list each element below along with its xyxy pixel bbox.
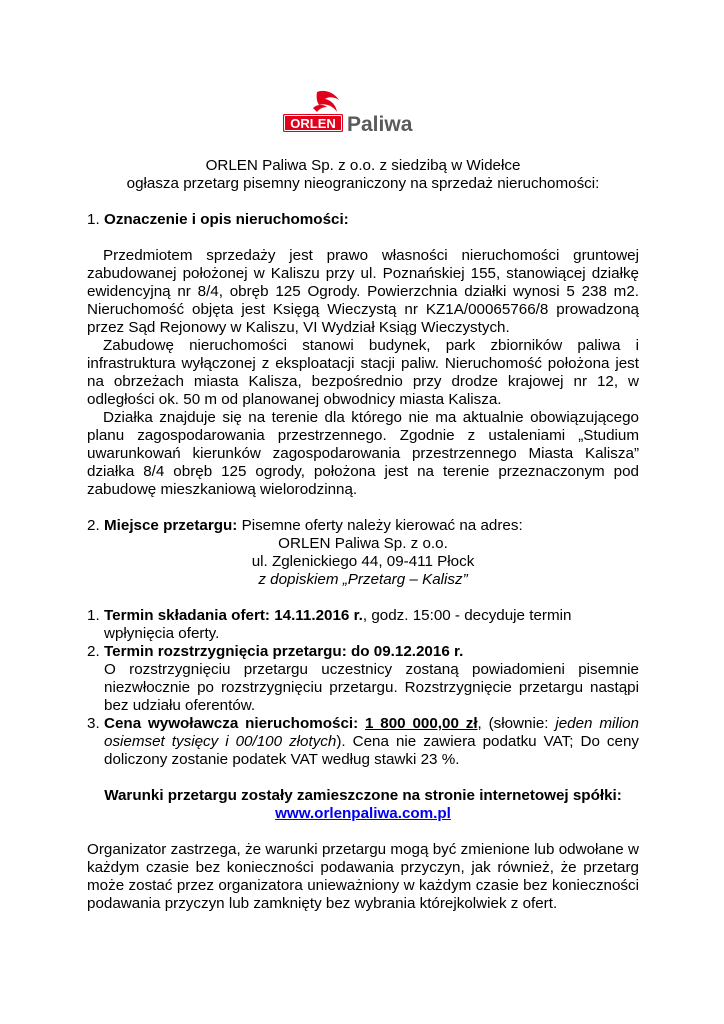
section-2-title: Miejsce przetargu: <box>104 517 238 534</box>
term-price-value: 1 800 000,00 zł <box>365 715 478 732</box>
intro-line-1: ORLEN Paliwa Sp. z o.o. z siedzibą w Widełce <box>205 157 521 174</box>
company-website-link[interactable]: www.orlenpaliwa.com.pl <box>275 805 451 822</box>
term-deadline-label: Termin składania ofert: 14.11.2016 r. <box>104 607 363 624</box>
orlen-logo-graphic <box>283 90 438 136</box>
section-1-heading: 1. Oznaczenie i opis nieruchomości: <box>87 211 349 228</box>
section-1-title: Oznaczenie i opis nieruchomości: <box>104 211 349 228</box>
closing-paragraph: Organizator zastrzega, że warunki przetargu mogą być zmienione lub odwołane w każdym czasie bez konieczności podawania przyczyn, jak również, że przetarg może zostać przez organizatora unieważniony w każdym czasie bez konieczności podawania przyczyn lub zamknięty bez wybrania którejkolwiek z ofert. <box>87 841 639 912</box>
term-price-label: Cena wywoławcza nieruchomości: <box>104 715 366 732</box>
section-2-heading: 2. Miejsce przetargu: Pisemne oferty należy kierować na adres: <box>87 517 523 534</box>
term-item-price: 3. Cena wywoławcza nieruchomości: 1 800 000,00 zł, (słownie: jeden milion osiemset tysięcy i 00/100 złotych). Cena nie zawiera podatku VAT; Do ceny doliczony zostanie podatek VAT według stawki 23 %. <box>87 715 639 768</box>
conditions-line: Warunki przetargu zostały zamieszczone na stronie internetowej spółki: <box>104 787 622 804</box>
logo-product-text: Paliwa <box>347 113 413 136</box>
orlen-paliwa-logo <box>283 90 438 136</box>
term-price-words: jeden milion osiemset tysięcy i 00/100 złotych <box>104 715 639 750</box>
terms-list <box>87 607 639 769</box>
term-resolution-text: O rozstrzygnięciu przetargu uczestnicy zostaną powiadomieni pisemnie niezwłocznie po rozstrzygnięciu przetargu. Rozstrzygnięcie przetargu nastąpi bez udziału oferentów. <box>104 661 639 714</box>
logo-brand-text: ORLEN <box>290 116 336 131</box>
announcement-body <box>87 157 639 913</box>
address-line-2: ul. Zglenickiego 44, 09-411 Płock <box>251 553 475 570</box>
intro-line-2: ogłasza przetarg pisemny nieograniczony na sprzedaż nieruchomości: <box>126 175 600 192</box>
term-resolution-label: Termin rozstrzygnięcia przetargu: do 09.12.2016 r. <box>104 643 464 660</box>
term-item-deadline: 1. Termin składania ofert: 14.11.2016 r., godz. 15:00 - decyduje termin wpłynięcia oferty. <box>87 607 572 642</box>
address-line-3: z dopiskiem „Przetarg – Kalisz” <box>258 571 468 588</box>
section-1-paragraph-2: Zabudowę nieruchomości stanowi budynek, park zbiorników paliwa i infrastruktura wyłączonej z eksploatacji stacji paliw. Nieruchomość położona jest na obrzeżach miasta Kalisza, bezpośrednio przy drodze krajowej nr 12, w odległości ok. 50 m od planowanej obwodnicy miasta Kalisza. <box>87 337 639 408</box>
term-item-resolution: 2. Termin rozstrzygnięcia przetargu: do 09.12.2016 r. O rozstrzygnięciu przetargu uczestnicy zostaną powiadomieni pisemnie niezwłocznie po rozstrzygnięciu przetargu. Rozstrzygnięcie przetargu nastąpi bez udziału oferentów. <box>87 643 639 714</box>
address-line-1: ORLEN Paliwa Sp. z o.o. <box>278 535 448 552</box>
section-1-paragraph-3: Działka znajduje się na terenie dla którego nie ma aktualnie obowiązującego planu zagospodarowania przestrzennego. Zgodnie z ustaleniami „Studium uwarunkowań kierunków zagospodarowania przestrzennego Miasta Kalisza” działka 8/4 obręb 125 ogrody, położona jest na terenie przeznaczonym pod zabudowę mieszkaniową wielorodzinną. <box>87 409 639 498</box>
section-1-paragraph-1: Przedmiotem sprzedaży jest prawo własności nieruchomości gruntowej zabudowanej położonej w Kaliszu przy ul. Poznańskiej 155, stanowiącej działkę ewidencyjną nr 8/4, obręb 125 Ogrody. Powierzchnia działki wynosi 5 238 m2. Nieruchomość objęta jest Księgą Wieczystą nr KZ1A/00065766/8 prowadzoną przez Sąd Rejonowy w Kaliszu, VI Wydział Ksiąg Wieczystych. <box>87 247 639 336</box>
